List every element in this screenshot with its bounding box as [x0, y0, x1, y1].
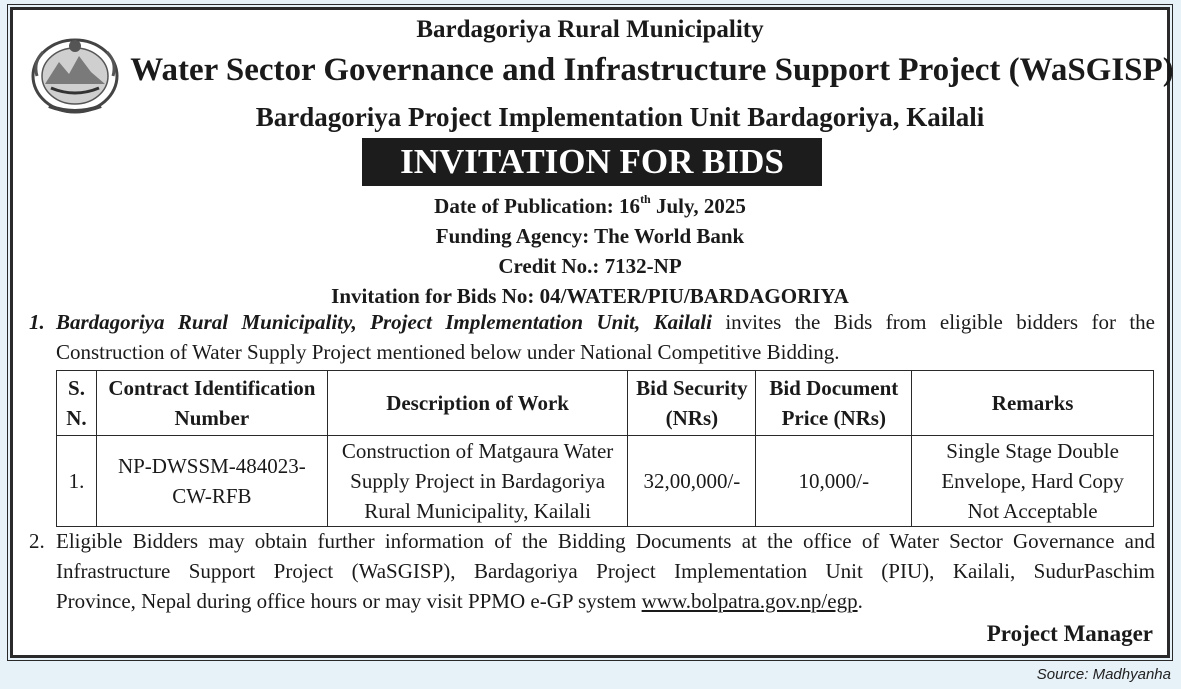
- cell-contract-id: NP-DWSSM-484023- CW-RFB: [96, 436, 327, 527]
- cell-remarks: Single Stage Double Envelope, Hard Copy Not Acceptable: [912, 436, 1154, 527]
- paragraph-2: 2. Eligible Bidders may obtain further information of the Bidding Documents at the office of Water Sector Governance and Infrastructure Support Project (WaSGISP), Bardagoriya Project Implementation Unit (PIU), Kailali, SudurPaschim Province, Nepal during office hours or may visit PPMO e-GP system www.bolpatra.gov.np/egp.: [29, 526, 1155, 616]
- paragraph-number: 2.: [29, 529, 45, 553]
- paragraph-number: 1.: [29, 310, 45, 334]
- project-name: Water Sector Governance and Infrastructure Support Project (WaSGISP): [130, 52, 1174, 88]
- header-contract-id: Contract Identification Number: [96, 371, 327, 436]
- header-document-price: Bid Document Price (NRs): [756, 371, 912, 436]
- cell-description: Construction of Matgaura Water Supply Project in Bardagoriya Rural Municipality, Kailali: [327, 436, 628, 527]
- funding-agency: Funding Agency: The World Bank: [435, 224, 745, 248]
- egp-link[interactable]: www.bolpatra.gov.np/egp: [641, 589, 858, 613]
- header-remarks: Remarks: [912, 371, 1154, 436]
- paragraph-1-line2: Construction of Water Supply Project mentioned below under National Competitive Bidding.: [56, 340, 840, 364]
- publication-date: Date of Publication: 16th July, 2025: [434, 192, 746, 218]
- source-credit: Source: Madhyanha: [1036, 666, 1171, 683]
- unit-name: Bardagoriya Project Implementation Unit Bardagoriya, Kailali: [255, 102, 985, 132]
- cell-document-price: 10,000/-: [756, 436, 912, 527]
- credit-number: Credit No.: 7132-NP: [498, 254, 682, 278]
- ifb-number: Invitation for Bids No: 04/WATER/PIU/BARDAGORIYA: [331, 284, 849, 308]
- municipality-name: Bardagoriya Rural Municipality: [416, 16, 764, 43]
- cell-sn: 1.: [57, 436, 97, 527]
- issuer-name: Bardagoriya Rural Municipality, Project Implementation Unit, Kailali: [56, 310, 712, 334]
- bids-table: [56, 370, 1154, 527]
- signature-title: Project Manager: [986, 621, 1153, 646]
- table-header-row: [57, 371, 1154, 436]
- paragraph-1: 1. Bardagoriya Rural Municipality, Project Implementation Unit, Kailali invites the Bids from eligible bidders for the Construction of Water Supply Project mentioned below under National Competitive Bidding.: [29, 307, 1155, 367]
- cell-bid-security: 32,00,000/-: [628, 436, 756, 527]
- date-ordinal: th: [640, 192, 651, 206]
- header-bid-security: Bid Security (NRs): [628, 371, 756, 436]
- table-row: [57, 436, 1154, 527]
- header-sn: S. N.: [57, 371, 97, 436]
- header-description: Description of Work: [327, 371, 628, 436]
- notice-title: INVITATION FOR BIDS: [362, 138, 822, 186]
- notice-frame: [10, 7, 1174, 658]
